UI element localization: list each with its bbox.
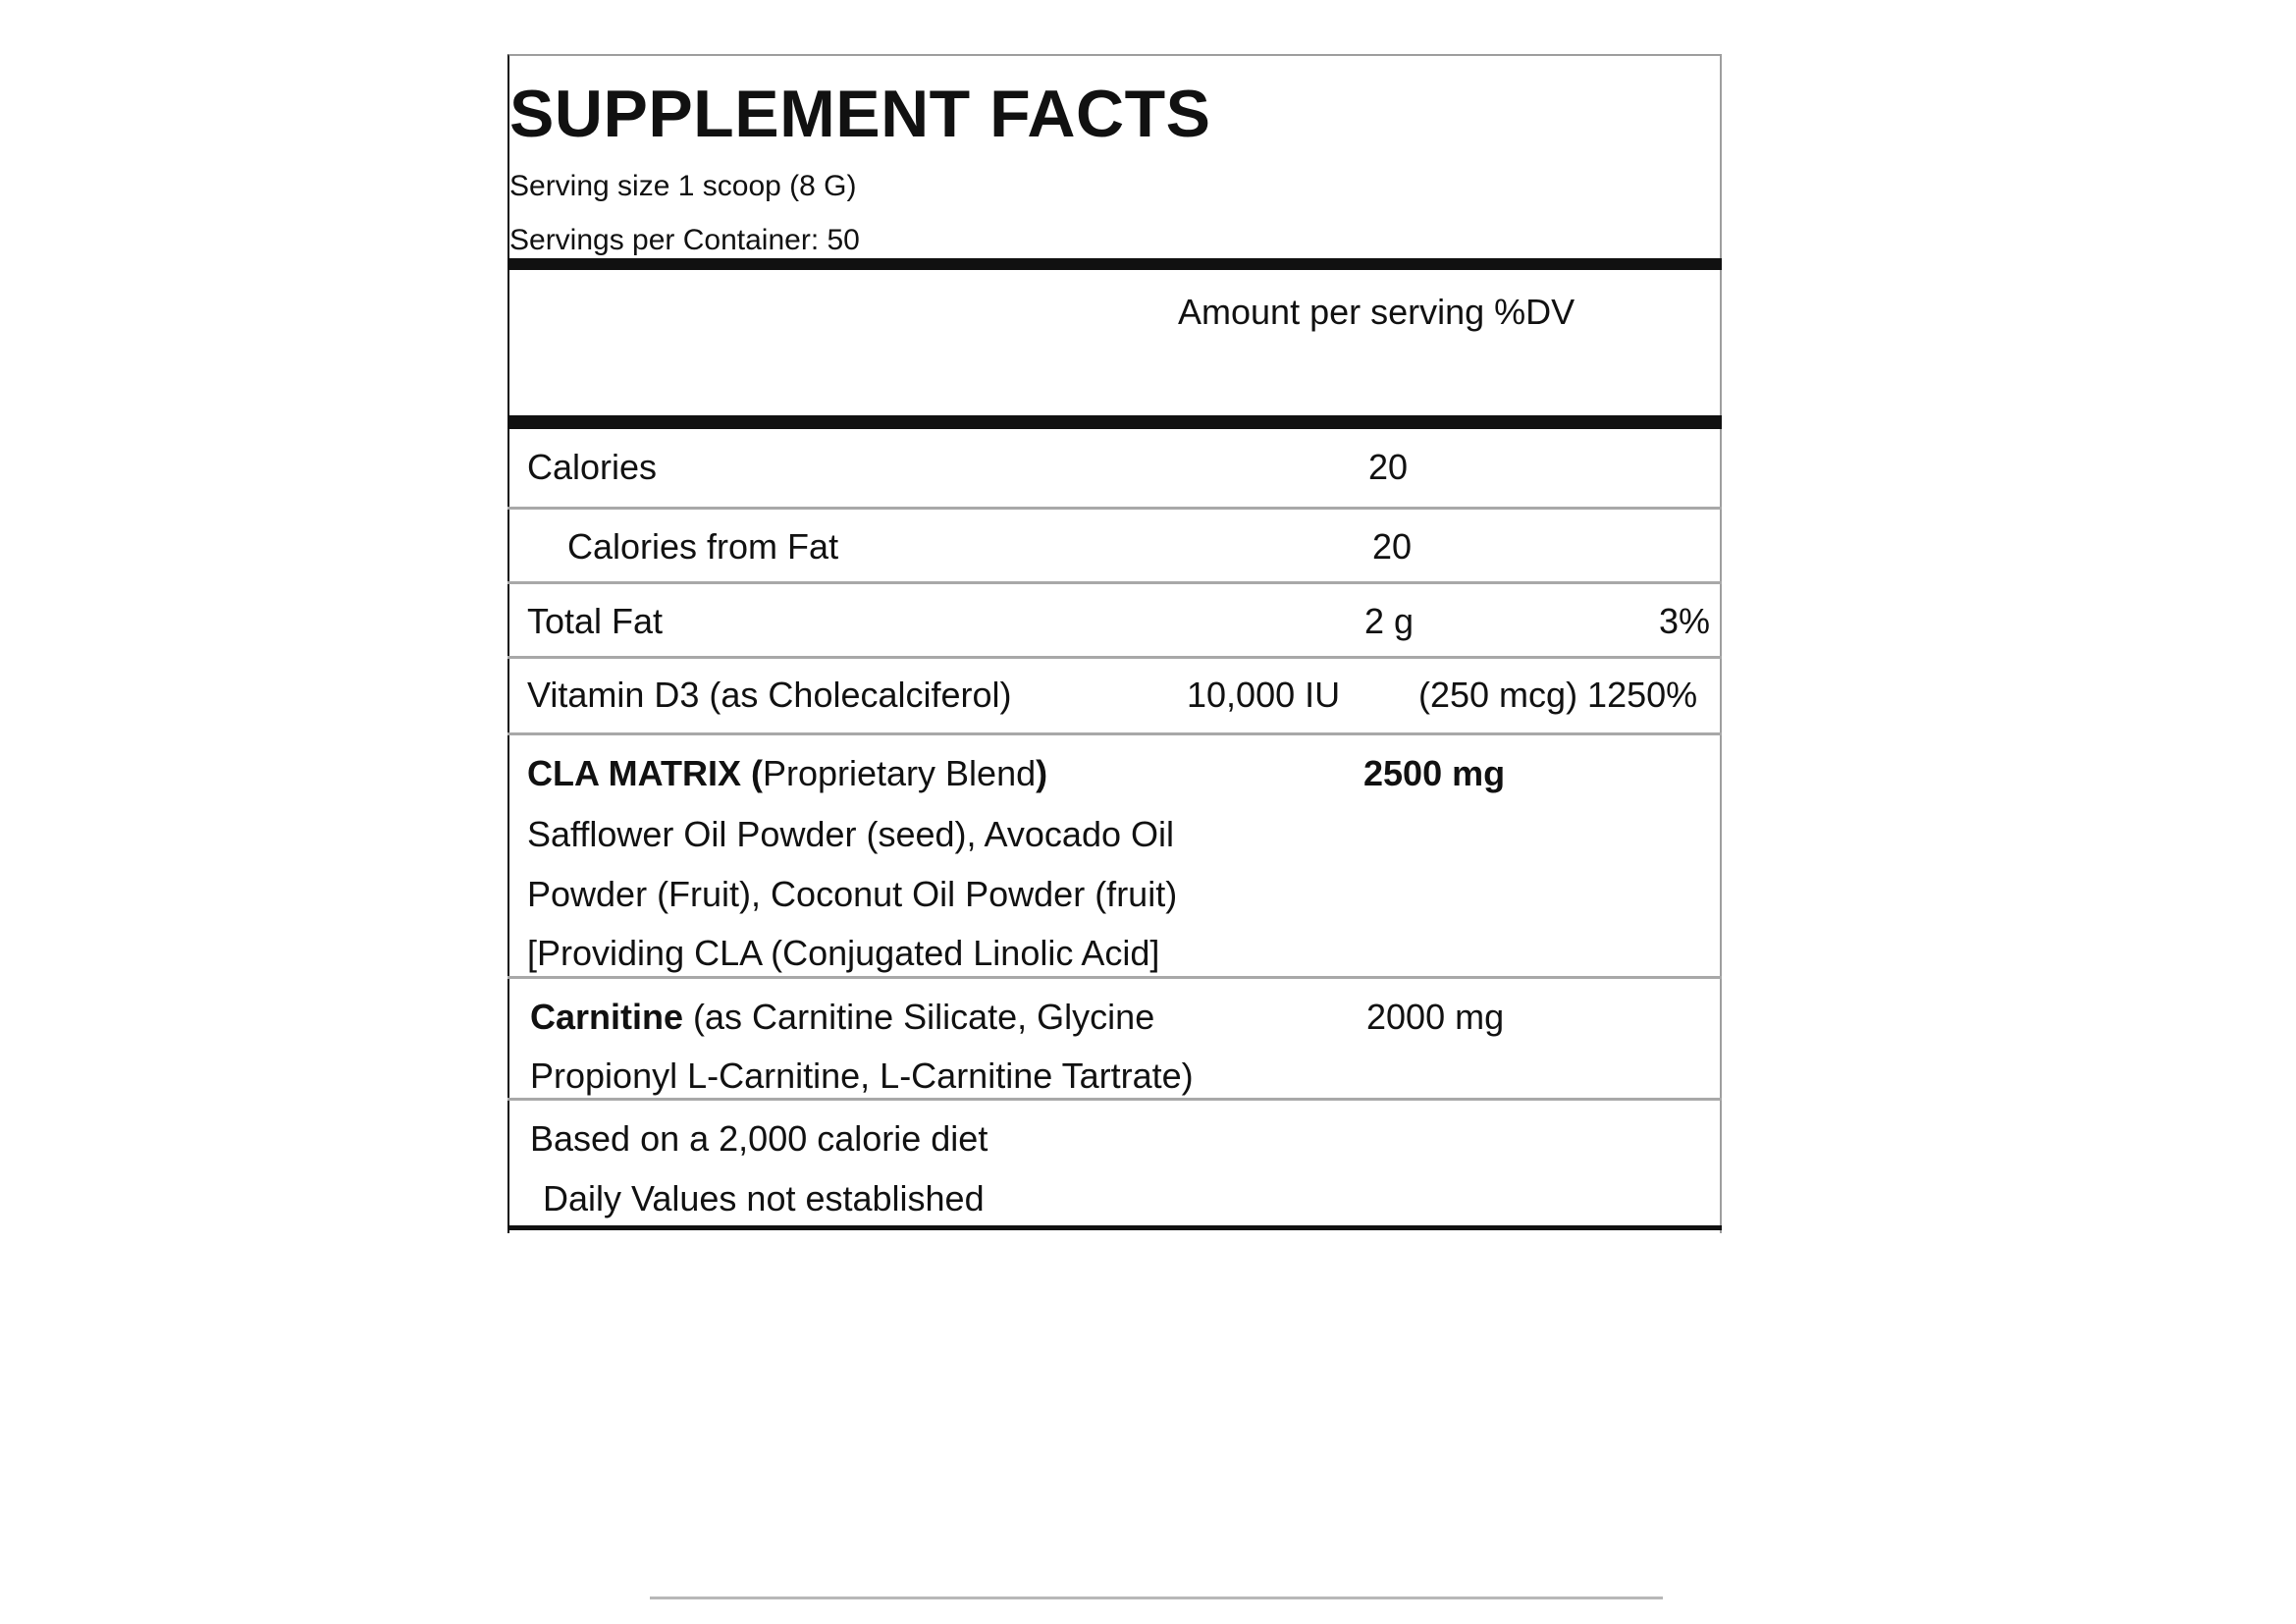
row-calories-from-fat-amount: 20 (1372, 526, 1413, 567)
divider (507, 656, 1722, 659)
carnitine-line-2: Propionyl L-Carnitine, L-Carnitine Tartrate) (530, 1056, 1194, 1096)
row-total-fat-amount: 2 g (1364, 601, 1415, 641)
divider (507, 581, 1722, 584)
row-vitamin-d3-name: Vitamin D3 (as Cholecalciferol) (527, 675, 1012, 715)
cla-ingredient-line: Safflower Oil Powder (seed), Avocado Oil (527, 814, 1174, 854)
column-header: Amount per serving %DV (1178, 292, 1575, 332)
row-cla-amount: 2500 mg (1363, 753, 1506, 793)
thick-rule-header (507, 415, 1722, 429)
cla-name-regular: Proprietary Blend (762, 753, 1037, 793)
divider (507, 732, 1722, 735)
divider (507, 507, 1722, 510)
row-calories-from-fat-name: Calories from Fat (567, 526, 839, 567)
row-vitamin-d3-amount: 10,000 IU (1187, 675, 1341, 715)
servings-per-container: Servings per Container: 50 (509, 224, 860, 256)
divider (507, 976, 1722, 979)
row-vitamin-d3-dv: (250 mcg) 1250% (1418, 675, 1698, 715)
page-footer-line (650, 1597, 1663, 1599)
carnitine-name-regular: (as Carnitine Silicate, Glycine (683, 997, 1155, 1037)
label-title: SUPPLEMENT FACTS (509, 77, 1211, 151)
cla-name-close: ) (1036, 753, 1048, 793)
serving-size: Serving size 1 scoop (8 G) (509, 170, 857, 202)
carnitine-name-bold: Carnitine (530, 997, 684, 1037)
thick-rule-top (507, 258, 1722, 270)
row-carnitine-name (530, 997, 1154, 1038)
footnote-line-1: Based on a 2,000 calorie diet (530, 1118, 988, 1159)
row-total-fat-dv: 3% (1659, 601, 1711, 641)
row-calories-name: Calories (527, 447, 658, 487)
row-total-fat-name: Total Fat (527, 601, 664, 641)
cla-ingredient-line: [Providing CLA (Conjugated Linolic Acid] (527, 933, 1160, 973)
supplement-facts-label (507, 54, 1722, 1232)
footnote-line-2: Daily Values not established (543, 1178, 985, 1218)
cla-name-bold: CLA MATRIX ( (527, 753, 763, 793)
divider (507, 1098, 1722, 1101)
cla-ingredient-line: Powder (Fruit), Coconut Oil Powder (fruit) (527, 874, 1178, 914)
bottom-rule (507, 1225, 1722, 1230)
row-carnitine-amount: 2000 mg (1366, 997, 1505, 1037)
row-cla-name (527, 753, 1047, 794)
row-calories-amount: 20 (1368, 447, 1409, 487)
